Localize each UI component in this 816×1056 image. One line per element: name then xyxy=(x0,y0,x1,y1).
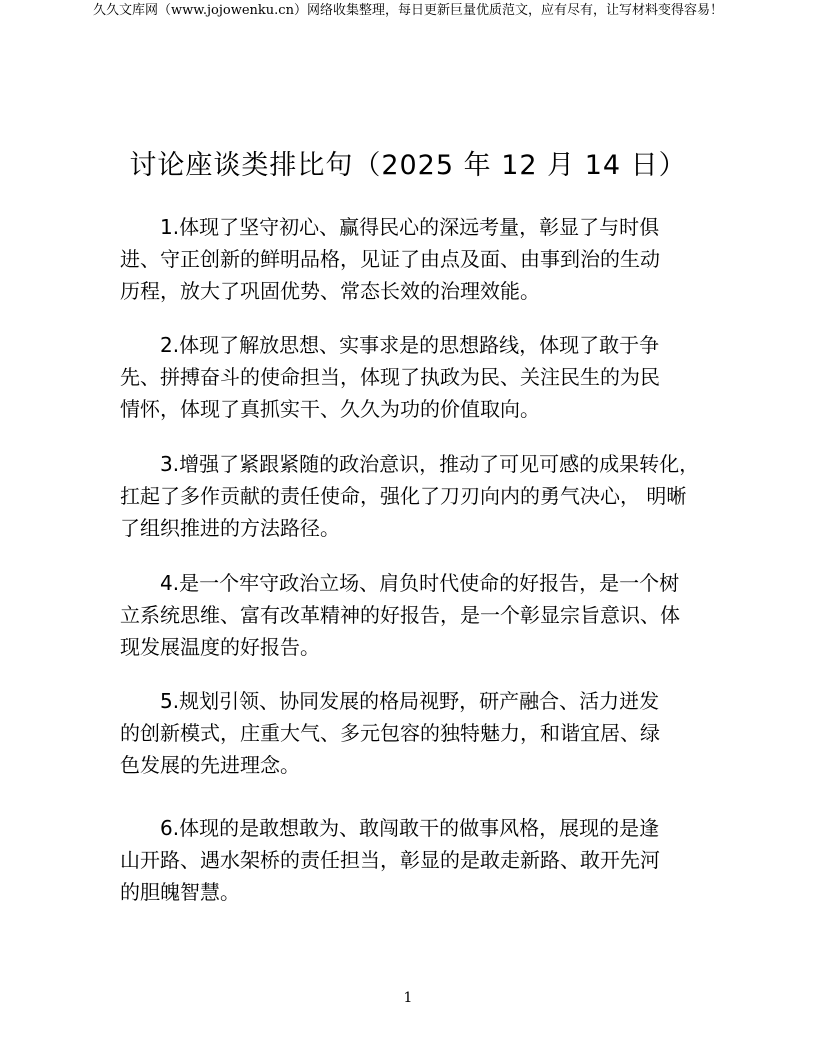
paragraph-line: 5.规划引领、协同发展的格局视野，研产融合、活力迸发 xyxy=(160,689,660,713)
paragraph-line: 进、守正创新的鲜明品格，见证了由点及面、由事到治的生动 xyxy=(120,247,660,271)
paragraph-line: 历程，放大了巩固优势、常态长效的治理效能。 xyxy=(120,279,540,303)
paragraph-line: 的胆魄智慧。 xyxy=(120,880,240,904)
paragraph-6 xyxy=(120,812,720,908)
paragraph-line: 扛起了多作贡献的责任使命，强化了刀刃向内的勇气决心， 明晰 xyxy=(120,484,687,508)
document-title: 讨论座谈类排比句（2025 年 12 月 14 日） xyxy=(129,150,687,181)
paragraph-3 xyxy=(120,448,720,544)
paragraph-line: 3.增强了紧跟紧随的政治意识，推动了可见可感的成果转化， xyxy=(160,452,700,476)
paragraph-5 xyxy=(120,685,720,781)
page-number: 1 xyxy=(403,990,413,1006)
paragraph-line: 山开路、遇水架桥的责任担当，彰显的是敢走新路、敢开先河 xyxy=(120,848,660,872)
paragraph-line: 1.体现了坚守初心、赢得民心的深远考量，彰显了与时俱 xyxy=(160,215,660,239)
paragraph-line: 的创新模式，庄重大气、多元包容的独特魅力，和谐宜居、绿 xyxy=(120,721,660,745)
paragraph-line: 立系统思维、富有改革精神的好报告，是一个彰显宗旨意识、体 xyxy=(120,603,680,627)
paragraph-line: 2.体现了解放思想、实事求是的思想路线，体现了敢于争 xyxy=(160,333,660,357)
header-banner: 久久文库网（www.jojowenku.cn）网络收集整理，每日更新巨量优质范文，应有尽有，让写材料变得容易！ xyxy=(93,3,723,18)
paragraph-2 xyxy=(120,329,720,425)
paragraph-line: 4.是一个牢守政治立场、肩负时代使命的好报告，是一个树 xyxy=(160,571,680,595)
paragraph-line: 色发展的先进理念。 xyxy=(120,753,300,777)
paragraph-line: 先、拼搏奋斗的使命担当，体现了执政为民、关注民生的为民 xyxy=(120,365,660,389)
paragraph-line: 情怀，体现了真抓实干、久久为功的价值取向。 xyxy=(120,397,540,421)
paragraph-line: 了组织推进的方法路径。 xyxy=(120,516,340,540)
paragraph-4 xyxy=(120,567,720,663)
paragraph-1 xyxy=(120,211,720,307)
paragraph-line: 6.体现的是敢想敢为、敢闯敢干的做事风格，展现的是逢 xyxy=(160,816,660,840)
paragraph-line: 现发展温度的好报告。 xyxy=(120,635,320,659)
